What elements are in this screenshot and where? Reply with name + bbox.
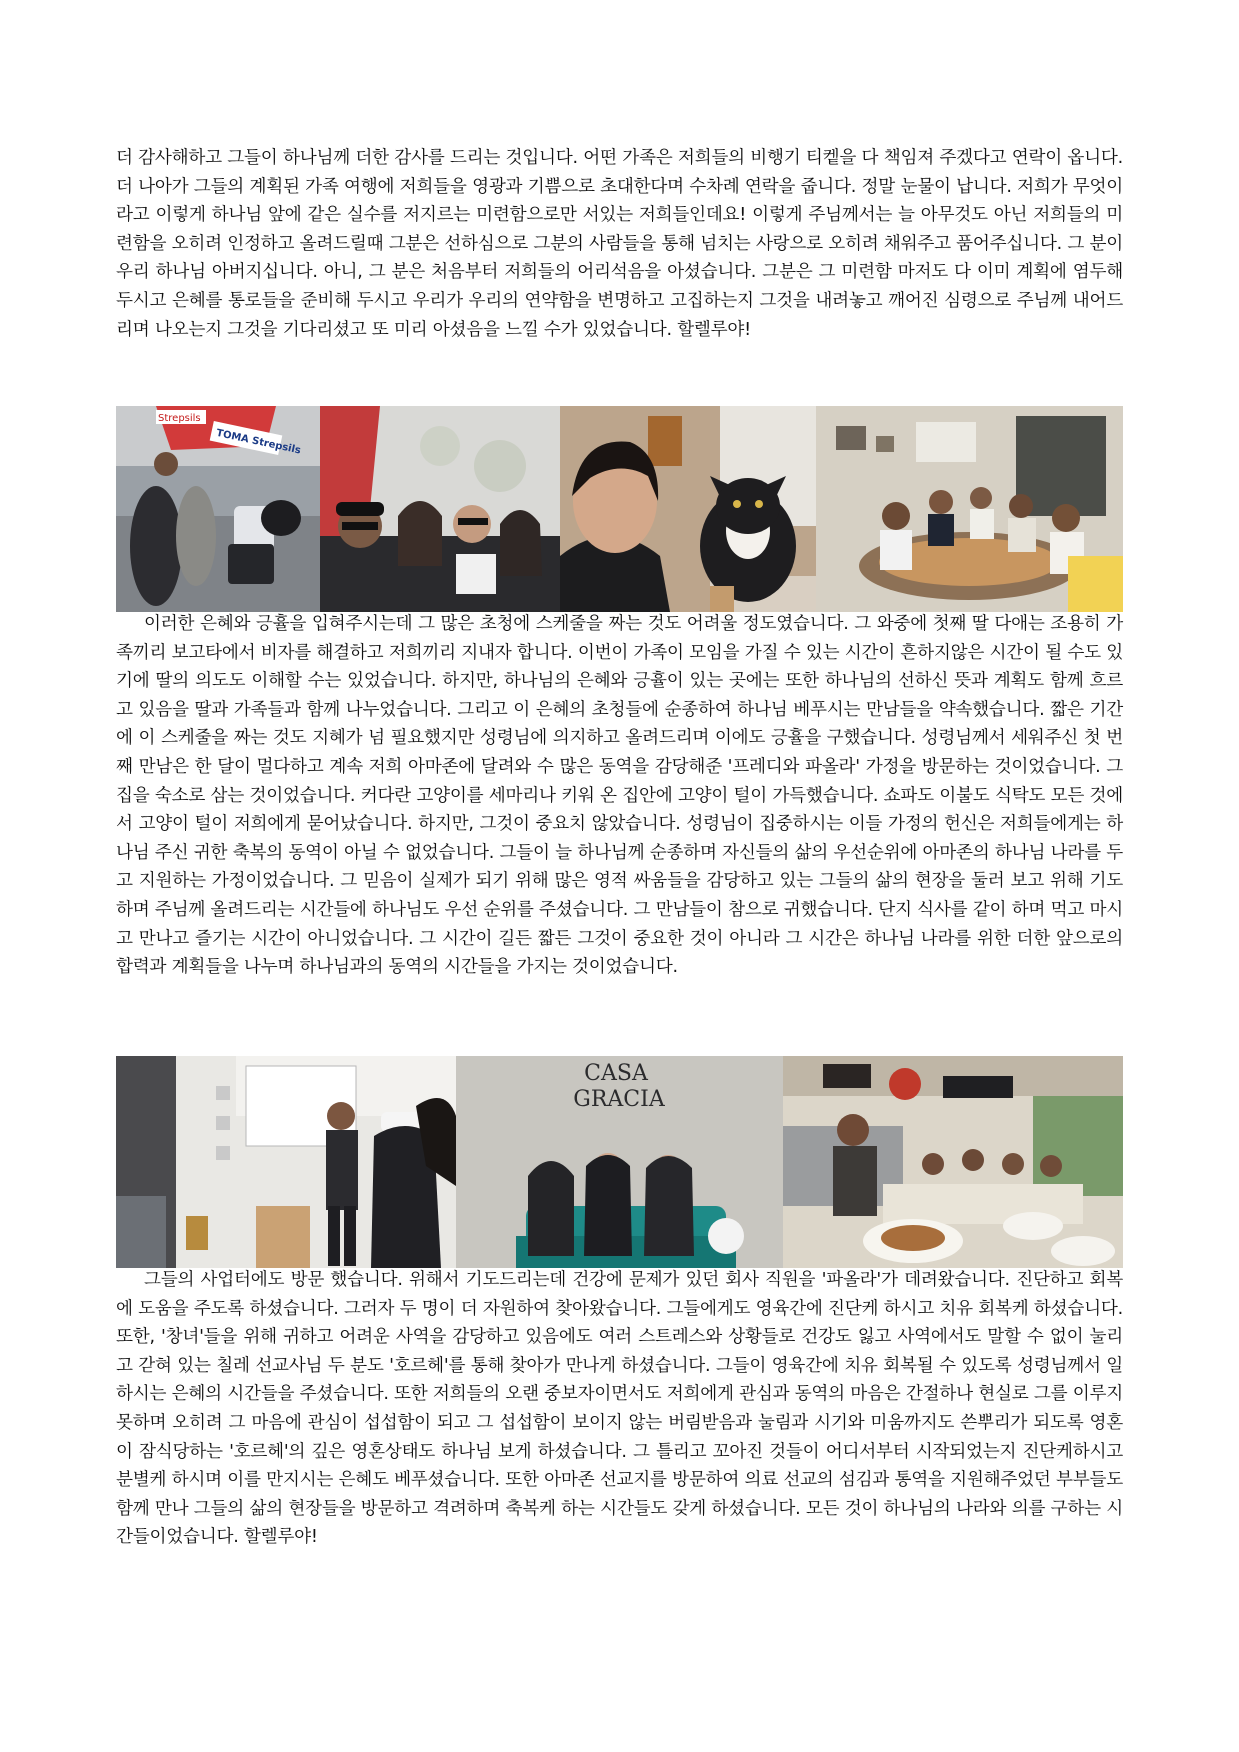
photo-family-dinner bbox=[816, 406, 1123, 612]
airport-banner-left-text: Strepsils bbox=[158, 413, 201, 424]
photo-casa-gracia bbox=[456, 1056, 783, 1268]
paragraph-1: 더 감사해하고 그들이 하나님께 더한 감사를 드리는 것입니다. 어떤 가족은 저희들의 비행기 티켙을 다 책임져 주겠다고 연락이 옵니다. 더 나아가 그들의 계획된 가족 여행에 저희들을 영광과 기쁨으로 초대한다며 수차례 연락을 줍니다. 정말 눈물이 납니다. 저희가 무엇이라고 이렇게 하나님 앞에 같은 실수를 저지르는 미련함으로만 서있는 저희들인데요! 이렇게 주님께서는 늘 아무것도 아닌 저희들의 미련함을 오히려 인정하고 올려드릴때 그분은 선하심으로 그분의 사람들을 통해 넘치는 사랑으로 오히려 채워주고 품어주십니다. 그 분이 우리 하나님 아버지십니다. 아니, 그 분은 처음부터 저희들의 어리석음을 아셨습니다. 그분은 그 미련함 마저도 다 이미 계획에 염두해 두시고 은혜를 통로들을 준비해 두시고 우리가 우리의 연약함을 변명하고 고집하는지 그것을 내려놓고 깨어진 심령으로 주님께 내어드리며 나오는지 그것을 기다리셨고 또 미리 아셨음을 느낄 수가 있었습니다. 할렐루야! bbox=[116, 148, 1123, 340]
paragraph-3: 그들의 사업터에도 방문 했습니다. 위해서 기도드리는데 건강에 문제가 있던 회사 직원을 '파올라'가 데려왔습니다. 진단하고 회복에 도움을 주도록 하셨습니다. 그러자 두 명이 더 자원하여 찾아왔습니다. 그들에게도 영육간에 진단케 하시고 치유 회복케 하셨습니다. 또한, '창녀'들을 위해 귀하고 어려운 사역을 감당하고 있음에도 여러 스트레스와 상황들로 건강도 잃고 사역에서도 말할 수 없이 눌리고 갇혀 있는 칠레 선교사님 두 분도 '호르헤'를 통해 찾아가 만나게 하셨습니다. 그들이 영육간에 치유 회복될 수 있도록 성령님께서 일하시는 은혜의 시간들을 주셨습니다. 또한 저희들의 오랜 중보자이면서도 저희에게 관심과 동역의 마음은 간절하나 현실로 그를 이루지 못하며 오히려 그 마음에 관심이 섭섭함이 되고 그 섭섭함이 보이지 않는 버림받음과 눌림과 시기와 미움까지도 쓴뿌리가 되도록 영혼이 잠식당하는 '호르헤'의 깊은 영혼상태도 하나님 보게 하셨습니다. 그 틀리고 꼬아진 것들이 어디서부터 시작되었는지 진단케하시고 분별케 하시며 이를 만지시는 은혜도 베푸셨습니다. 또한 아마존 선교지를 방문하여 의료 선교의 섬김과 통역을 지원해주었던 부부들도 함께 만나 그들의 삶의 현장들을 방문하고 격려하며 축복케 하는 시간들도 갖게 하셨습니다. 모든 것이 하나님의 나라와 의를 구하는 시간들이었습니다. 할렐루야! bbox=[116, 1270, 1123, 1548]
airport-banner-right-text: TOMA Strepsils bbox=[215, 427, 302, 457]
photo-row-1 bbox=[116, 406, 1123, 612]
photo-row-2 bbox=[116, 1056, 1123, 1268]
photo-vr-headset bbox=[116, 1056, 456, 1268]
photo-airport-hug bbox=[116, 406, 320, 612]
photo-group-selfie bbox=[320, 406, 560, 612]
cafe-sign-line-2: GRACIA bbox=[573, 1087, 665, 1112]
cafe-sign-line-1: CASA bbox=[584, 1061, 648, 1086]
photo-woman-with-cat bbox=[560, 406, 816, 612]
photo-restaurant-gathering bbox=[783, 1056, 1123, 1268]
paragraph-2: 이러한 은혜와 긍휼을 입혀주시는데 그 많은 초청에 스케줄을 짜는 것도 어려울 정도였습니다. 그 와중에 첫째 딸 다애는 조용히 가족끼리 보고타에서 비자를 해결하고 저희끼리 지내자 합니다. 이번이 가족이 모임을 가질 수 있는 시간이 흔하지않은 시간이 될 수도 있기에 딸의 의도도 이해할 수는 있었습니다. 하지만, 하나님의 은혜와 긍휼이 있는 곳에는 또한 하나님의 선하신 뜻과 계획도 함께 흐르고 있음을 딸과 가족들과 함께 나누었습니다. 그리고 이 은혜의 초청들에 순종하여 하나님 베푸시는 만남들을 약속했습니다. 짧은 기간에 이 스케줄을 짜는 것도 지혜가 넘 필요했지만 성령님에 의지하고 올려드리며 이에도 긍휼을 구했습니다. 성령님께서 세워주신 첫 번째 만남은 한 달이 멀다하고 계속 저희 아마존에 달려와 수 많은 동역을 감당해준 '프레디와 파올라' 가정을 방문하는 것이었습니다. 그 집을 숙소로 삼는 것이었습니다. 커다란 고양이를 세마리나 키워 온 집안에 고양이 털이 가득했습니다. 쇼파도 이불도 식탁도 모든 것에서 고양이 털이 저희에게 묻어났습니다. 하지만, 그것이 중요치 않았습니다. 성령님이 집중하시는 이들 가정의 헌신은 저희들에게는 하나님 주신 귀한 축복의 동역이 아닐 수 없었습니다. 그들이 늘 하나님께 순종하며 자신들의 삶의 우선순위에 아마존의 하나님 나라를 두고 지원하는 가정이었습니다. 그 믿음이 실제가 되기 위해 많은 영적 싸움들을 감당하고 있는 그들의 삶의 현장을 둘러 보고 위해 기도하며 주님께 올려드리는 시간들에 하나님도 우선 순위를 주셨습니다. 그 만남들이 참으로 귀했습니다. 단지 식사를 같이 하며 먹고 마시고 만나고 즐기는 시간이 아니었습니다. 그 시간이 길든 짧든 그것이 중요한 것이 아니라 그 시간은 하나님 나라를 위한 더한 앞으로의 합력과 계획들을 나누며 하나님과의 동역의 시간들을 가지는 것이었습니다. bbox=[116, 614, 1123, 978]
